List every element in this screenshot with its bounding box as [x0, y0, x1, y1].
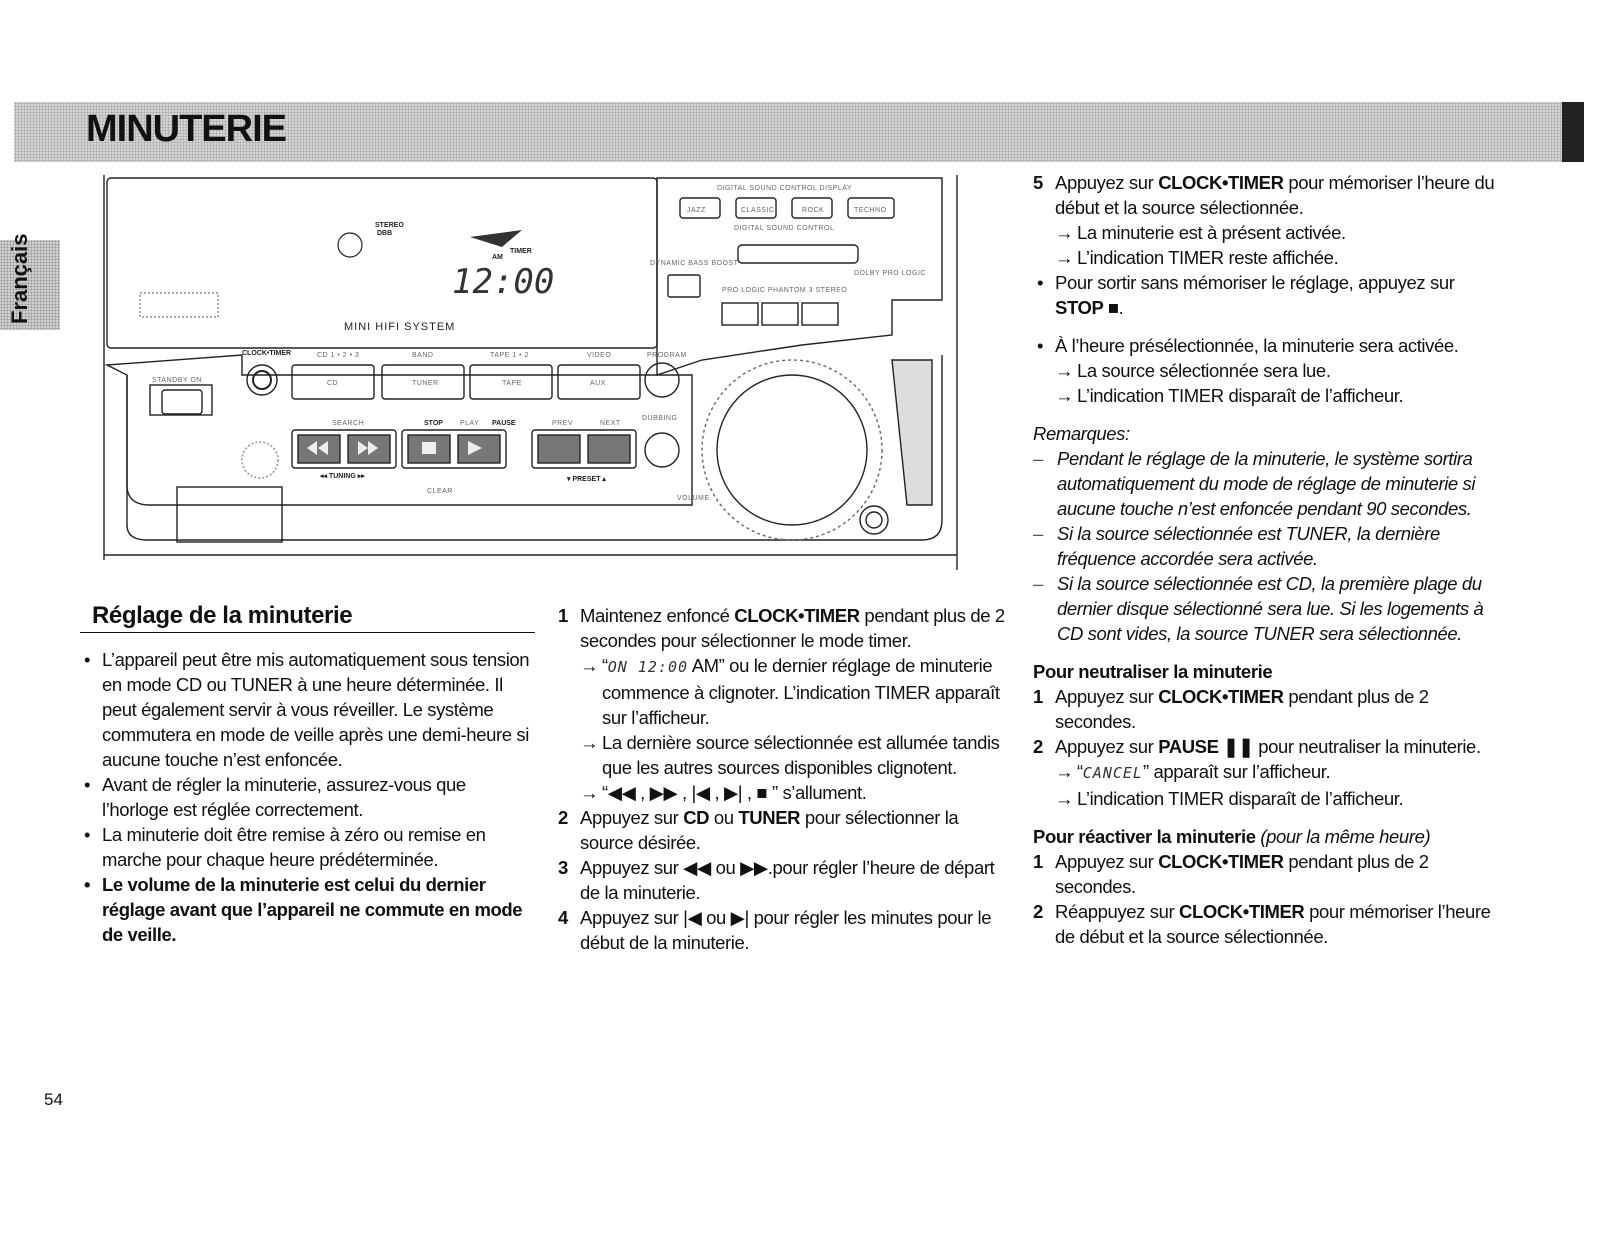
- step-4: 4 Appuyez sur |◀ ou ▶| pour régler les minutes pour le début de la minuterie.: [558, 907, 992, 953]
- dubbing-label: DUBBING: [642, 415, 678, 422]
- step-2: 2 Appuyez sur CD ou TUNER pour sélectionner la source désirée.: [558, 807, 959, 853]
- source-cd: CD: [327, 380, 339, 387]
- step-5-result-2: → L’indication TIMER reste affichée.: [1055, 247, 1339, 268]
- page-number: 54: [44, 1090, 63, 1109]
- play-label: PLAY: [460, 420, 480, 427]
- step-5: 5 Appuyez sur CLOCK•TIMER pour mémoriser l’heure du début et la source sélectionnée. → La minuterie est à présent activée. → L’indication TIMER reste affichée.: [1033, 170, 1503, 270]
- list-item: • La minuterie doit être remise à zéro ou remise en marche pour chaque heure prédéterminée.: [80, 822, 535, 872]
- language-tab: [0, 233, 60, 330]
- neutralize-result-1: → “CANCEL” apparaît sur l’afficheur.: [1055, 761, 1331, 782]
- mini-hifi-label: MINI HIFI SYSTEM: [344, 321, 456, 333]
- left-column: [80, 603, 535, 947]
- clock-timer-label: CLOCK•TIMER: [242, 350, 292, 357]
- stereo-small-label: STEREO: [375, 222, 404, 229]
- step-1: 1 Maintenez enfoncé CLOCK•TIMER pendant plus de 2 secondes pour sélectionner le mode timer.: [558, 605, 1005, 651]
- remark-item: – Si la source sélectionnée est TUNER, la dernière fréquence accordée sera activée.: [1033, 523, 1440, 569]
- subheading-reactivate: Pour réactiver la minuterie (pour la même heure): [1033, 826, 1431, 847]
- neutralize-step-1: 1 Appuyez sur CLOCK•TIMER pendant plus de 2 secondes.: [1033, 686, 1429, 732]
- step-1-result-2: → La dernière source sélectionnée est allumée tandis que les autres sources disponibles clignotent.: [580, 732, 1000, 778]
- list-item: • L’appareil peut être mis automatiquement sous tension en mode CD ou TUNER à une heure déterminée. Il peut également servir à vous réveiller. Le système commutera en mode de veille après une demi-heure si aucune touche n’est enfoncée.: [80, 647, 535, 772]
- list-item-result-2: → L’indication TIMER disparaît de l’afficheur.: [1055, 385, 1404, 406]
- display-am: AM: [492, 254, 503, 261]
- search-label: SEARCH: [332, 420, 365, 427]
- dolby-label: DOLBY PRO LOGIC: [854, 270, 926, 277]
- band-label: BAND: [412, 352, 434, 359]
- source-tuner: TUNER: [412, 380, 439, 387]
- list-item: • Avant de régler la minuterie, assurez-vous que l’horloge est réglée correctement.: [80, 772, 535, 822]
- header-band: [14, 102, 1574, 162]
- clear-label: CLEAR: [427, 488, 453, 495]
- video-label: VIDEO: [587, 352, 612, 359]
- remark-item: – Si la source sélectionnée est CD, la première plage du dernier disque sélectionné sera lue. Si les logements à CD sont vides, la source TUNER sera sélectionnée.: [1033, 573, 1484, 644]
- list-item-result-1: → La source sélectionnée sera lue.: [1055, 360, 1331, 381]
- source-tape: TAPE: [502, 380, 522, 387]
- remarks-title: Remarques:: [1033, 423, 1130, 444]
- pause-label: PAUSE: [492, 420, 516, 427]
- dsc-classic: CLASSIC: [741, 207, 775, 214]
- volume-label: VOLUME: [677, 495, 710, 502]
- section-heading: Réglage de la minuterie: [80, 603, 535, 633]
- dsc-display-label: DIGITAL SOUND CONTROL DISPLAY: [717, 185, 853, 192]
- tape-select-label: TAPE 1 • 2: [490, 352, 529, 359]
- next-label: NEXT: [600, 420, 621, 427]
- prologic-modes: PRO LOGIC PHANTOM 3 STEREO: [722, 287, 848, 294]
- right-column: [1033, 170, 1503, 949]
- prev-label: PREV: [552, 420, 574, 427]
- hifi-illustration: [102, 175, 982, 590]
- neutralize-result-2: → L’indication TIMER disparaît de l’afficheur.: [1055, 788, 1404, 809]
- header-tab-marker: [1562, 102, 1584, 162]
- tuning-label: ◂◂ TUNING ▸▸: [320, 473, 365, 480]
- standby-label: STANDBY ON: [152, 377, 202, 384]
- display-time: 12:00: [452, 262, 555, 302]
- step-5-result-1: → La minuterie est à présent activée.: [1055, 222, 1346, 243]
- dbb-label: DYNAMIC BASS BOOST: [650, 260, 739, 267]
- list-item-bold: • Le volume de la minuterie est celui du dernier réglage avant que l’appareil ne commute en mode de veille.: [80, 872, 535, 947]
- dbb-small-label: DBB: [377, 230, 393, 237]
- neutralize-step-2: 2 Appuyez sur PAUSE ❚❚ pour neutraliser la minuterie. → “CANCEL” apparaît sur l’afficheur. → L’indication TIMER disparaît de l’afficheur.: [1033, 734, 1503, 811]
- subheading-neutralize: Pour neutraliser la minuterie: [1033, 661, 1273, 682]
- step-1-result-3: → “◀◀ , ▶▶ , |◀ , ▶| , ■ ” s’allument.: [580, 782, 867, 803]
- step-1-result-1: → “ON 12:00 AM” ou le dernier réglage de minuterie commence à clignoter. L’indication TIMER apparaît sur l’afficheur.: [580, 655, 1000, 728]
- dsc-techno: TECHNO: [854, 207, 887, 214]
- reactivate-step-1: 1 Appuyez sur CLOCK•TIMER pendant plus de 2 secondes.: [1033, 851, 1429, 897]
- dsc-jazz: JAZZ: [687, 207, 706, 214]
- dsc-label: DIGITAL SOUND CONTROL: [734, 225, 835, 232]
- dsc-rock: ROCK: [802, 207, 825, 214]
- preset-label: ▾ PRESET ▴: [567, 476, 606, 483]
- stop-label: STOP: [424, 420, 443, 427]
- reactivate-step-2: 2 Réappuyez sur CLOCK•TIMER pour mémoriser l’heure de début et la source sélectionnée.: [1033, 901, 1491, 947]
- middle-column: [558, 603, 1008, 955]
- list-item: • Pour sortir sans mémoriser le réglage, appuyez sur STOP ■.: [1033, 270, 1503, 320]
- step-3: 3 Appuyez sur ◀◀ ou ▶▶.pour régler l’heure de départ de la minuterie.: [558, 857, 995, 903]
- source-aux: AUX: [590, 380, 606, 387]
- cd-select-label: CD 1 • 2 • 3: [317, 352, 360, 359]
- language-label: Français: [7, 233, 32, 324]
- list-item: • À l’heure présélectionnée, la minuterie sera activée. → La source sélectionnée sera lue. → L’indication TIMER disparaît de l’afficheur.: [1033, 333, 1503, 408]
- display-timer: TIMER: [510, 248, 532, 255]
- remark-item: – Pendant le réglage de la minuterie, le système sortira automatiquement du mode de réglage de minuterie si aucune touche n’est enfoncée pendant 90 secondes.: [1033, 448, 1476, 519]
- program-label: PROGRAM: [647, 352, 687, 359]
- page-title: MINUTERIE: [86, 108, 286, 150]
